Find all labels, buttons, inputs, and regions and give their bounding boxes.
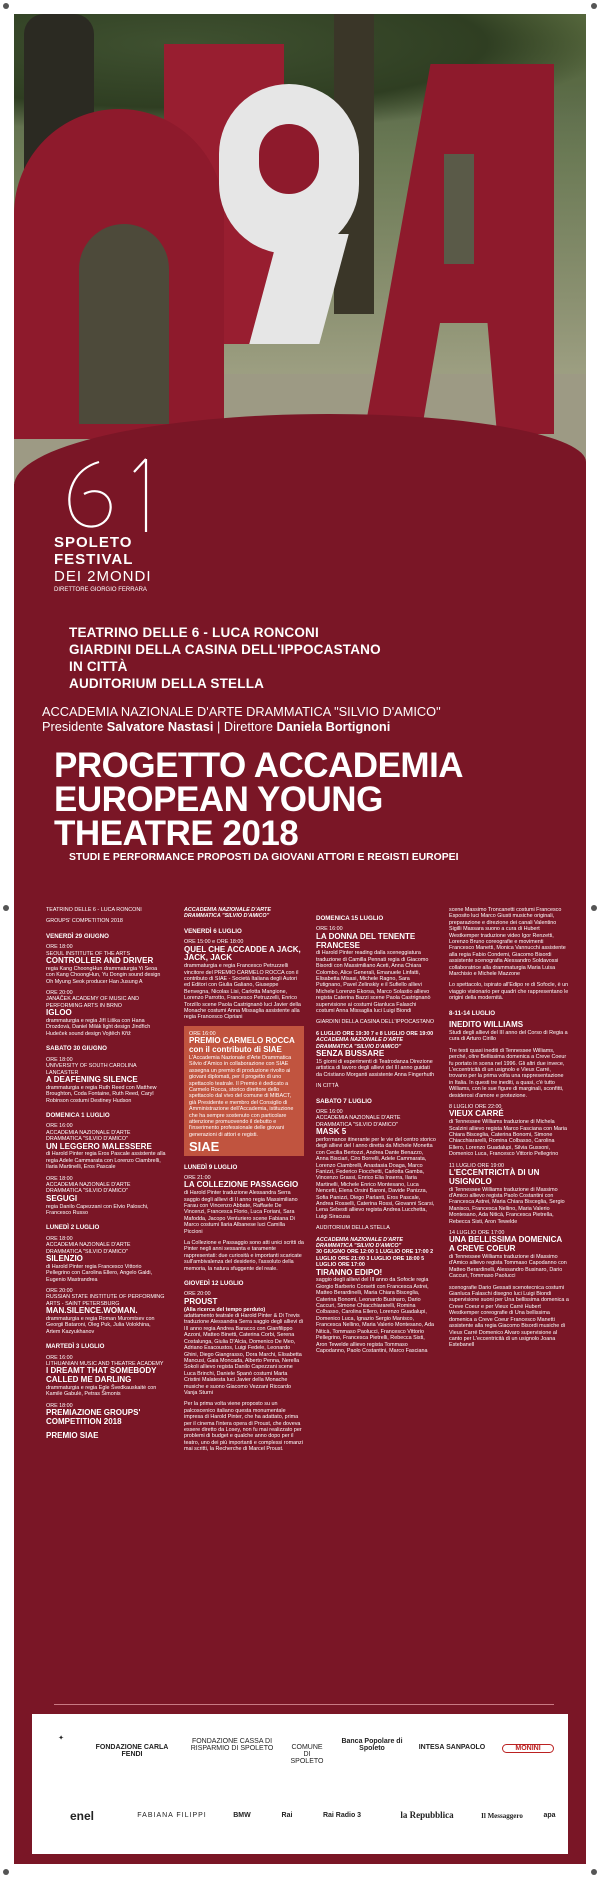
- event-credits: di Harold Pinter regia Eros Pascale assistente alla regia Adele Cammarata con Lorenzo Ciambrelli, Ilaria Martinelli, Eros Pascale: [46, 1151, 166, 1171]
- event-credits: di Harold Pinter regia Francesco Vittorio Pellegrino con Carolina Ellero, Angelo Galdi, Eugenio Mastrandrea: [46, 1263, 153, 1283]
- sculpture-nine-hole: [259, 124, 319, 194]
- poster: [14, 14, 586, 1864]
- crop-mark: [3, 1869, 9, 1875]
- event-time: ORE 20:00: [46, 1288, 73, 1295]
- venue-heading: GIARDINI DELLA CASINA DELL'IPPOCASTANO: [316, 1019, 435, 1026]
- day-heading: GIOVEDÌ 12 LUGLIO: [184, 1280, 244, 1288]
- event-title: VIEUX CARRÉ: [449, 1109, 504, 1119]
- event-title: TIRANNO EDIPO!: [316, 1267, 383, 1277]
- event-time: 8 LUGLIO ORE 22:00: [449, 1103, 502, 1110]
- day-heading: MARTEDÌ 3 LUGLIO: [46, 1343, 105, 1351]
- logo-line3: DEI 2MONDI: [54, 568, 152, 585]
- event-credits: di Harold Pinter reading dalla sceneggiatura traduzione di Camilla Pennati regia di Giacomo Bisordi con Massimiliano Aceti, Anna Chiara Colombo, Alice Generali, Emanuele Linfatti, Elisabetta Misasi, Michele Ragno, Sara Putignano, Pavel Zelinskiy e il Sufiello allievi Michele Lorenzo Ekorsa, Marco Solastio allievo regista Caterina Bazzi scene Paola Castrignanò supervisione ai costumi Gianluca Falaschi costumi Anna Missaglia luci Luigi Biondi: [316, 950, 431, 1015]
- event-time: ORE 20:00: [184, 1291, 211, 1298]
- day-heading: LUNEDÌ 2 LUGLIO: [46, 1224, 100, 1232]
- event-credits: drammaturgia e regia Ruth Reed con Matthew Broughton, Coda Fontaine, Ruth Reed, Caryl Robinson costumi Destiney Hudson: [46, 1084, 157, 1104]
- event-time: ORE 18:00: [46, 1175, 73, 1182]
- program-column-3: [316, 907, 436, 1359]
- day-heading: SABATO 30 GIUGNO: [46, 1045, 107, 1053]
- event-title: SENZA BUSSARE: [316, 1049, 385, 1059]
- event-title: SEGUGI: [46, 1193, 78, 1203]
- event-credits: scene Massimo Troncanetti costumi Francesco Esposito luci Marco Giusti musiche originali, preparazione e direzione dei canali Valentino Sigilli Massara suono a cura di Hubert Westkemper traduzione video Igor Renzetti, Lorenzo Bruno coreografie e movimenti Francesco Manetti, Monica Vannucchi assistente alla regia Fabio Condemi, Giacomo Bisordi assistente scenografia Alessandro Soldavossi collaboratrice alla drammaturgia Maria Luisa Marchisio e Michele Mazzone: [449, 907, 566, 978]
- event-credits: 15 giorni di esperimenti di Teatrodanza Direzione artistica di lavoro degli allievi del III anno guidati da Cristiano Morganti assistente Anna Fingerhuth: [316, 1058, 435, 1078]
- sculpture-hole: [444, 154, 474, 264]
- venue-heading: IN CITTÀ: [316, 1083, 339, 1090]
- event-org: LITHUANIAN MUSIC AND THEATRE ACADEMY: [46, 1361, 164, 1368]
- sponsor-filippi: FABIANA FILIPPI: [137, 1812, 207, 1819]
- event-org: ACCADEMIA NAZIONALE D'ARTE DRAMMATICA "SILVIO D'AMICO": [316, 1115, 401, 1128]
- crop-mark: [591, 905, 597, 911]
- prize-text: L'Accademia Nazionale d'Arte Drammatica Silvio d'Amico in collaborazione con SIAE assegna un premio di produzione rivolto ai giovani diplomati, per il progetto di uno spettacolo teatrale. Il Premio è dedicato a Carmelo Rocca, storico direttore dello spettacolo dal vivo del comune di MIBACT, già Presidente e membro del Consiglio di Amministrazione dell'Accademia, istituzione che ha sempre sostenuto con particolare attenzione promuovendo il debutto e l'inserimento professionale delle giovani generazioni di attori e registi.: [189, 1054, 294, 1138]
- logo-61-icon: [54, 454, 164, 534]
- event-title: A DEAFENING SILENCE: [46, 1074, 138, 1084]
- program-column-2: [184, 907, 304, 1458]
- director-label: Direttore: [223, 719, 273, 734]
- academy-name: ACCADEMIA NAZIONALE D'ARTE DRAMMATICA "SILVIO D'AMICO": [42, 704, 441, 719]
- event-title: UN LEGGERO MALESSERE: [46, 1141, 152, 1151]
- event-credits: scenografie Dario Gessati scenotecnica costumi Gianluca Falaschi disegno luci Luigi Biondi supervisione suoni per Una bellissima domenica a Creve Coeur e per Vieux Carré Hubert Westkemper coreografie di Una bellissima domenica a Creve Coeur Francesco Manetti assistente alla regia Giacomo Bisordi musiche di Vieux Carré Domenico Alvaro supervisione al canto per L'eccentricità di un usignolo Joana Estebanell: [449, 1284, 569, 1349]
- sponsor-messaggero: Il Messaggero: [481, 1812, 523, 1820]
- event-subtitle: (Alla ricerca del tempo perduto): [184, 1306, 266, 1313]
- event-title: MAN.SILENCE.WOMAN.: [46, 1306, 138, 1316]
- subtitle: STUDI E PERFORMANCE PROPOSTI DA GIOVANI ATTORI E REGISTI EUROPEI: [69, 852, 459, 863]
- main-title: [54, 746, 574, 853]
- sponsor-intesa: INTESA SANPAOLO: [418, 1744, 486, 1751]
- event-org: ACCADEMIA NAZIONALE D'ARTE DRAMMATICA "SILVIO D'AMICO": [46, 1129, 131, 1143]
- program-column-4: [449, 907, 569, 1354]
- event-title: I DREAMT THAT SOMEBODY CALLED ME DARLING: [46, 1366, 157, 1385]
- siae-logo: SIAE: [189, 1139, 220, 1155]
- event-credits: di Tennessee Williams traduzione di Massimo d'Amico allievo regista Tommaso Capodanno con Matteo Berardinelli, Alessandro Businaro, Dario Caccuri, Tommaso Paolucci: [449, 1254, 567, 1280]
- program-column-1: [46, 907, 166, 1446]
- event-time: ORE 16:00: [46, 1354, 73, 1361]
- event-time: ORE 16:00: [189, 1030, 216, 1037]
- venue: IN CITTÀ: [69, 659, 128, 674]
- event-note: Lo spettacolo, ispirato all'Edipo re di Sofocle, è un viaggio visionario per quadri che rappresentano le origini della modernità.: [449, 982, 569, 1002]
- president-name: Salvatore Nastasi: [106, 719, 214, 734]
- sponsor-strip: [32, 1714, 568, 1854]
- event-time: ORE 18:00: [46, 944, 73, 951]
- event-title: INEDITO WILLIAMS: [449, 1020, 524, 1030]
- program-columns: [44, 907, 574, 1647]
- event-time: ORE 16:00: [46, 1123, 73, 1130]
- crop-mark: [3, 3, 9, 9]
- event-credits: drammaturgia e regia Jiří Liška con Hana Drozdová, Daniel Milák light design Jindřich Hudeček sound design Vojtěch Křiž: [46, 1018, 151, 1037]
- event-title: L'ECCENTRICITÀ DI UN USIGNOLO: [449, 1168, 540, 1186]
- title-line: PROGETTO ACCADEMIA: [54, 746, 464, 785]
- sculpture-hole: [79, 224, 169, 424]
- event-time: ORE 16:00: [316, 926, 343, 933]
- day-heading: VENERDÌ 29 GIUGNO: [46, 932, 109, 940]
- venue: GIARDINI DELLA CASINA DELL'IPPOCASTANO: [69, 642, 381, 657]
- event-dates: 6 LUGLIO ORE 19:30 7 e 8 LUGLIO ORE 19:00: [316, 1030, 434, 1037]
- event-title: LA DONNA DEL TENENTE FRANCESE: [316, 931, 416, 950]
- sponsor-radio3: Rai Radio 3: [322, 1812, 362, 1819]
- event-credits: saggio degli allievi del III anno da Sofocle regia Giorgio Barberio Corsetti con Francesca Astrei, Matteo Berardinelli, Maria Chiara Bisceglia, Caterina Bonomi, Leonardo Businaro, Dario Caccuri, Simone Chiacchiararelli, Romina Colbasso, Carolina Ellero, Lorenzo Guadalupi, Domenico Luca, Ignazio Sergio Manisco, Francesca Nellino, Maria Valerio Montesano, Ada Niticà, Tommaso Paolucci, Francesco Vittorio Pellegrino, Francesca Pietrelli, Rebecca Sisti, Aron Tewelde allievo regista Tommaso Capodanno, Paolo Costantini, Marco Fasciana: [316, 1277, 434, 1354]
- event-org: SEOUL INSTITUTE OF THE ARTS: [46, 950, 131, 957]
- day-heading: 8-11-14 LUGLIO: [449, 1009, 496, 1017]
- event-credits: regia Kang ChoongHun drammaturgia Yi Seoa con Kang ChoongHun, Yu Dongin sound design Oh Myung Seok producer Han Jusung A: [46, 965, 161, 985]
- sponsor-repubblica: la Repubblica: [400, 1810, 454, 1820]
- event-time: ORE 18:00: [46, 1235, 73, 1242]
- title-line: THEATRE 2018: [54, 814, 299, 853]
- event-credits: adattamento teatrale di Harold Pinter & Di Trevis traduzione Alessandra Serra saggio degli allievi di III anno regia Andrea Baracco con Gianfilippo Azzoni, Matteo Binetti, Caterina Corbi, Serena Costalunga, Giulia D'Alcia, Domenico De Meo, Adriano Exacoustos, Luigi Fedele, Leonardo Ghini, Diego Giangrasso, Dora Marchi, Elisabetta Mancusi, Gaia Moncada, Alberto Penna, Nerella Sokoli allievo regista Danilo Capezzani scene Luca Brinchi, Daniele Spanò costumi Marta Cristini Malatesta luci Javier della Monache musiche e suono Giacomo Vezzani Riccardo Vanja Sturni: [184, 1313, 303, 1396]
- crop-mark: [591, 3, 597, 9]
- event-time: ORE 21:00: [184, 1174, 211, 1181]
- event-org: ACCADEMIA NAZIONALE D'ARTE DRAMMATICA "SILVIO D'AMICO": [316, 1236, 403, 1250]
- venue: TEATRINO DELLE 6 - LUCA RONCONI: [69, 625, 319, 640]
- event-note: Tre testi quasi inediti di Tennessee Williams, perché, oltre Bellissima domenica a Creve Coeur fu portato in scena nel 1996. Gli altri due invece, L'eccentricità di un usignolo e Vieux Carré, trovano per la prima volta una rappresentazione in Italia. In questi tre inediti, a quasi, c'è tutto Williams, con le sue figure di marginali, sconfitti, desiderosi d'amore e protezione.: [449, 1047, 567, 1099]
- event-time: ORE 15:00 e ORE 18:00: [184, 939, 244, 946]
- event-org: ACCADEMIA NAZIONALE D'ARTE DRAMMATICA "SILVIO D'AMICO": [46, 1181, 131, 1195]
- event-dates: 30 GIUGNO ORE 12:00 1 LUGLIO ORE 17:00 2 LUGLIO ORE 21:00 3 LUGLIO ORE 18:00 5 LUGLIO ORE 17:00: [316, 1249, 434, 1269]
- event-time: 14 LUGLIO ORE 17:00: [449, 1230, 505, 1237]
- divider: [54, 1704, 554, 1705]
- event-org: JANÁČEK ACADEMY OF MUSIC AND PERFORMING ARTS IN BRNO: [46, 996, 140, 1009]
- venue: AUDITORIUM DELLA STELLA: [69, 676, 265, 691]
- day-heading: SABATO 7 LUGLIO: [316, 1097, 372, 1105]
- event-org: ACCADEMIA NAZIONALE D'ARTE DRAMMATICA "SILVIO D'AMICO": [316, 1037, 403, 1050]
- sponsor-comune: COMUNE DI SPOLETO: [290, 1744, 324, 1765]
- director-name: Daniela Bortignoni: [276, 719, 391, 734]
- day-heading: DOMENICA 15 LUGLIO: [316, 915, 384, 922]
- sponsor-monini: MONINI: [502, 1744, 554, 1753]
- event-title: PREMIAZIONE GROUPS' COMPETITION 2018: [46, 1408, 141, 1427]
- event-title: CONTROLLER AND DRIVER: [46, 956, 154, 966]
- event-title: UNA BELLISSIMA DOMENICA A CREVE COEUR: [449, 1235, 562, 1254]
- event-title: IGLOO: [46, 1008, 72, 1018]
- prize-box: [184, 1026, 304, 1156]
- event-credits: regia Danilo Capezzani con Elvio Paloschi, Francesco Russo: [46, 1203, 149, 1216]
- event-credits: di Harold Pinter traduzione Alessandra Serra saggio degli allievi di II anno regia Massimiliano Farau con Vincenzo Abbate, Raffaele De Vincenzi, Francesca Florio, Luca Foriani, Sara Mafodda, Jacopo Venturiero scene Fabiana Di Marco costumi Ilaria Albanese luci Camilla Piccioni: [184, 1190, 298, 1235]
- event-credits: drammaturgia e regia Egle Švedkauskaitė con Kamilė Gabulė, Petras Šimonis: [46, 1385, 157, 1398]
- day-heading: LUNEDÌ 9 LUGLIO: [184, 1163, 238, 1171]
- crop-mark: [3, 905, 9, 911]
- sponsor-fondazione-fendi: FONDAZIONE CARLA FENDI: [95, 1744, 169, 1758]
- crop-mark: [591, 1869, 597, 1875]
- column-header: GROUPS' COMPETITION 2018: [46, 918, 123, 925]
- event-credits: di Tennessee Williams traduzione di Massimo d'Amico allievo regista Paolo Costantini con Francesca Astrei, Maria Chiara Bisceglia, Sergio Manisco, Francesca Nellino, Maria Valerio Montesano, Ada Niticà, Francesca Pietrella, Rebecca Sisti, Aron Tewelde: [449, 1186, 565, 1225]
- event-credits: di Tennessee Williams traduzione di Michela Scalzini allievo regista Marco Fasciana con Maria Chiara Bisceglia, Caterina Bonomi, Simone Chiacchiararelli, Romina Colbasso, Carolina Ellero, Lorenzo Guadalupi, Silvia Gussoni, Domenico Luca, Francesco Vittorio Pellegrino: [449, 1119, 568, 1158]
- column-header: ACCADEMIA NAZIONALE D'ARTE DRAMMATICA "SILVIO D'AMICO": [184, 907, 271, 920]
- logo-comune-icon: ✦: [58, 1735, 64, 1742]
- event-time: 11 LUGLIO ORE 19:00: [449, 1162, 505, 1169]
- event-title: MASK 5: [316, 1127, 347, 1137]
- title-line: EUROPEAN YOUNG: [54, 780, 383, 819]
- sponsor-rai: Rai: [281, 1812, 293, 1819]
- venue-heading: AUDITORIUM DELLA STELLA: [316, 1225, 390, 1232]
- event-time: ORE 18:00: [46, 1402, 73, 1409]
- event-time: ORE 16:00: [316, 1108, 343, 1115]
- sponsor-fondazione-spoleto: FONDAZIONE CASSA DI RISPARMIO DI SPOLETO: [190, 1738, 274, 1752]
- event-title: PROUST: [184, 1296, 218, 1306]
- sponsor-apa: apa: [543, 1812, 556, 1819]
- event-title: LA COLLEZIONE PASSAGGIO: [184, 1180, 299, 1190]
- academy-block: [42, 704, 562, 734]
- president-label: Presidente: [42, 719, 104, 734]
- venue-list: [69, 624, 549, 692]
- event-note: La Collezione e Passaggio sono atti unici scritti da Pinter negli anni sessanta e taramente rappresentati: due curiosità e importanti scaricate sull'ambivalenza del desiderio, l'assoluto della memoria, la natura sfuggente del reale.: [184, 1240, 304, 1272]
- event-credits: drammaturgia e regia Roman Muromtsev con Georgii Bataroni, Oleg Puk, Julia Volokhina, Artem Kazyukhanov: [46, 1316, 155, 1335]
- sponsor-bmw: BMW: [233, 1812, 251, 1819]
- event-title: SILENZIO: [46, 1254, 83, 1264]
- event-credits: performance itinerante per le vie del centro storico degli allievi del I anno diretta da Michele Monetta con Cecilia Bertozzi, Andrea Dante Benazzo, Anna Bisciari, Ciro Borrelli, Adele Cammarata, Lorenzo Ciambrelli, Anastasia Doaga, Marco Fanizzi, Federico Fiocchetti, Carlotta Gamba, Vincenzo Grassi, Enrico Elia Inserra, Ilaria Martinelli, Michele Enrico Montesano, Luca Nencetti, Elena Orsini Baroni, Davide Panizza, Sofia Panizzi, Diego Parlanti, Eros Pascale, Andrea Rosselli, Caterina Rossi, Giovanni Scarsi, Lena Sebesti allievo regista Andrea Lucchetta, Luigi Siracusa: [316, 1136, 436, 1220]
- logo-line2: FESTIVAL: [54, 551, 134, 568]
- event-org: UNIVERSITY OF SOUTH CAROLINA LANCASTER: [46, 1063, 137, 1076]
- logo-line1: SPOLETO: [54, 534, 133, 551]
- event-note: Per la prima volta viene proposto su un palcoscenico italiano questa monumentale impresa di Harold Pinter, che ha adattato, prima per il cinema l'intera opera di Proust, che doveva essere diretto da Losey, non fu mai realizzato per problemi di budget e qualche anno dopo per il teatro, uno dei più importanti e complessi romanzi mai scritti, la Recherche di Marcel Proust.: [184, 1401, 303, 1453]
- sponsor-enel: enel: [69, 1809, 94, 1823]
- academy-leaders: [42, 719, 562, 734]
- event-title: PREMIO SIAE: [46, 1430, 99, 1440]
- day-heading: VENERDÌ 6 LUGLIO: [184, 927, 242, 935]
- event-time: ORE 20:00: [46, 990, 73, 997]
- event-time: ORE 18:00: [46, 1056, 73, 1063]
- column-header: TEATRINO DELLE 6 - LUCA RONCONI: [46, 907, 142, 913]
- event-title: QUEL CHE ACCADDE A JACK, JACK, JACK: [184, 944, 301, 963]
- separator: |: [217, 719, 224, 734]
- logo-director: DIRETTORE GIORGIO FERRARA: [54, 587, 147, 593]
- event-title: PREMIO CARMELO ROCCA con il contributo di SIAE: [189, 1036, 295, 1055]
- day-heading: DOMENICA 1 LUGLIO: [46, 1111, 110, 1119]
- event-org: ACCADEMIA NAZIONALE D'ARTE DRAMMATICA "SILVIO D'AMICO": [46, 1242, 131, 1255]
- sponsor-banca: Banca Popolare di Spoleto: [341, 1738, 403, 1752]
- event-credits: Studi degli allievi del III anno del Corso di Regia a cura di Arturo Cirillo: [449, 1029, 568, 1043]
- event-org: RUSSIAN STATE INSTITUTE OF PERFORMING ARTS - SAINT PETERSBURG: [46, 1294, 165, 1307]
- event-credits: drammaturgia e regia Francesco Petruzzelli vincitore del PREMIO CARMELO ROCCA con il contributo di SIAE - Società Italiana degli Autori ed Editori con Giulia Galiano, Giuseppe Benvegna, Nicolas Lisi, Carlotta Mangione, Lorenzo Parrotto, Francesco Petruzzelli, Enrico Torzillo scene Paola Castrignanò luci Javier della Monache costumi Anna Missaglia assistente alla regia Francesco Cipriani: [184, 963, 301, 1021]
